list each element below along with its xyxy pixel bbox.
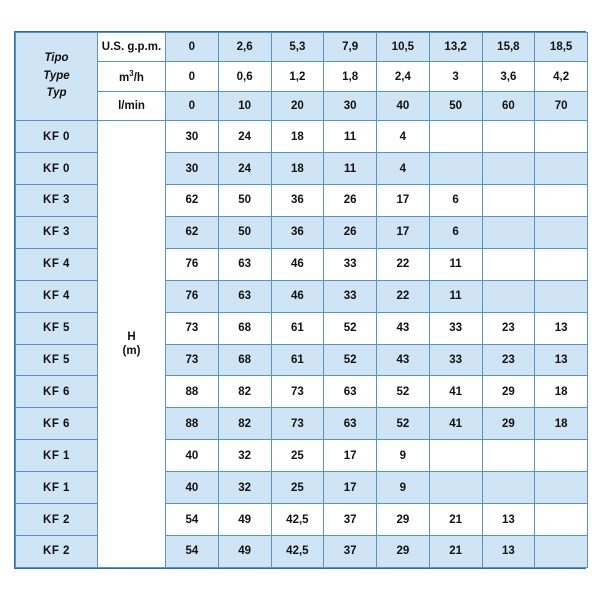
cell-4-7: [535, 248, 588, 280]
cell-12-7: [535, 504, 588, 536]
cell-3-6: [482, 216, 535, 248]
cell-4-1: 63: [218, 248, 271, 280]
cell-1-7: [535, 153, 588, 185]
cell-11-6: [482, 472, 535, 504]
cell-5-6: [482, 280, 535, 312]
cell-10-2: 25: [271, 440, 324, 472]
head-column-header: [98, 121, 166, 568]
flow-lmin-1: 10: [218, 91, 271, 120]
cell-5-5: 11: [429, 280, 482, 312]
pump-performance-table: [15, 32, 588, 568]
header-row-lmin: [16, 91, 588, 120]
cell-3-1: 50: [218, 216, 271, 248]
flow-lmin-0: 0: [166, 91, 219, 120]
head-unit: (m): [122, 345, 141, 358]
flow-lmin-2: 20: [271, 91, 324, 120]
cell-3-2: 36: [271, 216, 324, 248]
cell-4-4: 22: [377, 248, 430, 280]
cell-7-0: 73: [166, 344, 219, 376]
cell-12-1: 49: [218, 504, 271, 536]
flow-lmin-5: 50: [429, 91, 482, 120]
pump-type-6: KF 5: [16, 312, 98, 344]
cell-5-3: 33: [324, 280, 377, 312]
cell-10-7: [535, 440, 588, 472]
cell-4-0: 76: [166, 248, 219, 280]
pump-type-3: KF 3: [16, 216, 98, 248]
cell-7-1: 68: [218, 344, 271, 376]
pump-type-9: KF 6: [16, 408, 98, 440]
cell-10-0: 40: [166, 440, 219, 472]
flow-usgpm-6: 15,8: [482, 33, 535, 62]
cell-8-3: 63: [324, 376, 377, 408]
cell-9-0: 88: [166, 408, 219, 440]
cell-11-2: 25: [271, 472, 324, 504]
header-row-m3h: [16, 62, 588, 91]
cell-1-5: [429, 153, 482, 185]
cell-0-0: 30: [166, 121, 219, 153]
flow-m3h-7: 4,2: [535, 62, 588, 91]
cell-12-5: 21: [429, 504, 482, 536]
cell-2-0: 62: [166, 184, 219, 216]
cell-12-3: 37: [324, 504, 377, 536]
table-row: [16, 121, 588, 153]
cell-10-1: 32: [218, 440, 271, 472]
flow-usgpm-4: 10,5: [377, 33, 430, 62]
cell-7-7: 13: [535, 344, 588, 376]
cell-0-1: 24: [218, 121, 271, 153]
cell-2-5: 6: [429, 184, 482, 216]
cell-9-7: 18: [535, 408, 588, 440]
cell-6-5: 33: [429, 312, 482, 344]
cell-9-4: 52: [377, 408, 430, 440]
cell-12-6: 13: [482, 504, 535, 536]
pump-type-12: KF 2: [16, 504, 98, 536]
cell-0-4: 4: [377, 121, 430, 153]
cell-7-2: 61: [271, 344, 324, 376]
cell-11-3: 17: [324, 472, 377, 504]
flow-lmin-4: 40: [377, 91, 430, 120]
pump-performance-table-container: [14, 31, 586, 569]
flow-usgpm-3: 7,9: [324, 33, 377, 62]
cell-5-2: 46: [271, 280, 324, 312]
cell-9-1: 82: [218, 408, 271, 440]
cell-6-6: 23: [482, 312, 535, 344]
flow-m3h-0: 0: [166, 62, 219, 91]
unit-label-m3h: $m^3/h$: [98, 62, 166, 91]
cell-8-2: 73: [271, 376, 324, 408]
cell-1-6: [482, 153, 535, 185]
cell-8-6: 29: [482, 376, 535, 408]
cell-0-3: 11: [324, 121, 377, 153]
cell-10-6: [482, 440, 535, 472]
cell-5-4: 22: [377, 280, 430, 312]
cell-0-6: [482, 121, 535, 153]
cell-0-7: [535, 121, 588, 153]
cell-0-2: 18: [271, 121, 324, 153]
cell-6-3: 52: [324, 312, 377, 344]
cell-7-3: 52: [324, 344, 377, 376]
cell-6-1: 68: [218, 312, 271, 344]
cell-6-2: 61: [271, 312, 324, 344]
cell-5-0: 76: [166, 280, 219, 312]
pump-type-1: KF 0: [16, 153, 98, 185]
type-header-cell: [16, 33, 98, 121]
cell-6-4: 43: [377, 312, 430, 344]
cell-3-7: [535, 216, 588, 248]
cell-10-4: 9: [377, 440, 430, 472]
flow-usgpm-5: 13,2: [429, 33, 482, 62]
flow-usgpm-7: 18,5: [535, 33, 588, 62]
head-symbol: H: [127, 330, 136, 343]
cell-2-2: 36: [271, 184, 324, 216]
pump-type-5: KF 4: [16, 280, 98, 312]
cell-3-3: 26: [324, 216, 377, 248]
unit-label-lmin: l/min: [98, 91, 166, 120]
cell-11-5: [429, 472, 482, 504]
cell-9-3: 63: [324, 408, 377, 440]
header-row-usgpm: [16, 33, 588, 62]
cell-1-1: 24: [218, 153, 271, 185]
cell-9-5: 41: [429, 408, 482, 440]
cell-9-2: 73: [271, 408, 324, 440]
flow-lmin-7: 70: [535, 91, 588, 120]
cell-5-1: 63: [218, 280, 271, 312]
cell-13-5: 21: [429, 535, 482, 567]
cell-8-5: 41: [429, 376, 482, 408]
flow-m3h-4: 2,4: [377, 62, 430, 91]
flow-usgpm-1: 2,6: [218, 33, 271, 62]
cell-2-7: [535, 184, 588, 216]
cell-13-7: [535, 535, 588, 567]
pump-type-7: KF 5: [16, 344, 98, 376]
cell-13-1: 49: [218, 535, 271, 567]
cell-8-0: 88: [166, 376, 219, 408]
cell-2-1: 50: [218, 184, 271, 216]
cell-11-7: [535, 472, 588, 504]
pump-type-11: KF 1: [16, 472, 98, 504]
flow-lmin-3: 30: [324, 91, 377, 120]
flow-usgpm-2: 5,3: [271, 33, 324, 62]
cell-13-4: 29: [377, 535, 430, 567]
cell-4-2: 46: [271, 248, 324, 280]
type-header-label-de: Typ: [46, 87, 67, 100]
cell-13-0: 54: [166, 535, 219, 567]
cell-2-6: [482, 184, 535, 216]
cell-12-2: 42,5: [271, 504, 324, 536]
cell-3-0: 62: [166, 216, 219, 248]
cell-1-3: 11: [324, 153, 377, 185]
flow-m3h-5: 3: [429, 62, 482, 91]
cell-8-4: 52: [377, 376, 430, 408]
cell-9-6: 29: [482, 408, 535, 440]
flow-m3h-2: 1,2: [271, 62, 324, 91]
cell-1-4: 4: [377, 153, 430, 185]
pump-type-2: KF 3: [16, 184, 98, 216]
cell-11-1: 32: [218, 472, 271, 504]
cell-3-5: 6: [429, 216, 482, 248]
pump-type-0: KF 0: [16, 121, 98, 153]
cell-0-5: [429, 121, 482, 153]
flow-m3h-1: 0,6: [218, 62, 271, 91]
cell-5-7: [535, 280, 588, 312]
flow-usgpm-0: 0: [166, 33, 219, 62]
cell-8-1: 82: [218, 376, 271, 408]
flow-m3h-6: 3,6: [482, 62, 535, 91]
cell-7-4: 43: [377, 344, 430, 376]
cell-2-3: 26: [324, 184, 377, 216]
unit-label-usgpm: U.S. g.p.m.: [98, 33, 166, 62]
cell-6-7: 13: [535, 312, 588, 344]
cell-10-3: 17: [324, 440, 377, 472]
cell-4-5: 11: [429, 248, 482, 280]
cell-13-2: 42,5: [271, 535, 324, 567]
cell-13-6: 13: [482, 535, 535, 567]
cell-6-0: 73: [166, 312, 219, 344]
flow-lmin-6: 60: [482, 91, 535, 120]
pump-type-10: KF 1: [16, 440, 98, 472]
cell-3-4: 17: [377, 216, 430, 248]
pump-type-4: KF 4: [16, 248, 98, 280]
pump-type-8: KF 6: [16, 376, 98, 408]
cell-13-3: 37: [324, 535, 377, 567]
cell-12-0: 54: [166, 504, 219, 536]
flow-m3h-3: 1,8: [324, 62, 377, 91]
cell-11-4: 9: [377, 472, 430, 504]
cell-8-7: 18: [535, 376, 588, 408]
cell-1-0: 30: [166, 153, 219, 185]
type-header-label-it: Tipo: [44, 51, 69, 64]
type-header-label-en: Type: [43, 69, 70, 82]
cell-4-3: 33: [324, 248, 377, 280]
cell-2-4: 17: [377, 184, 430, 216]
cell-7-5: 33: [429, 344, 482, 376]
cell-1-2: 18: [271, 153, 324, 185]
cell-7-6: 23: [482, 344, 535, 376]
cell-10-5: [429, 440, 482, 472]
cell-4-6: [482, 248, 535, 280]
pump-type-13: KF 2: [16, 535, 98, 567]
cell-11-0: 40: [166, 472, 219, 504]
cell-12-4: 29: [377, 504, 430, 536]
